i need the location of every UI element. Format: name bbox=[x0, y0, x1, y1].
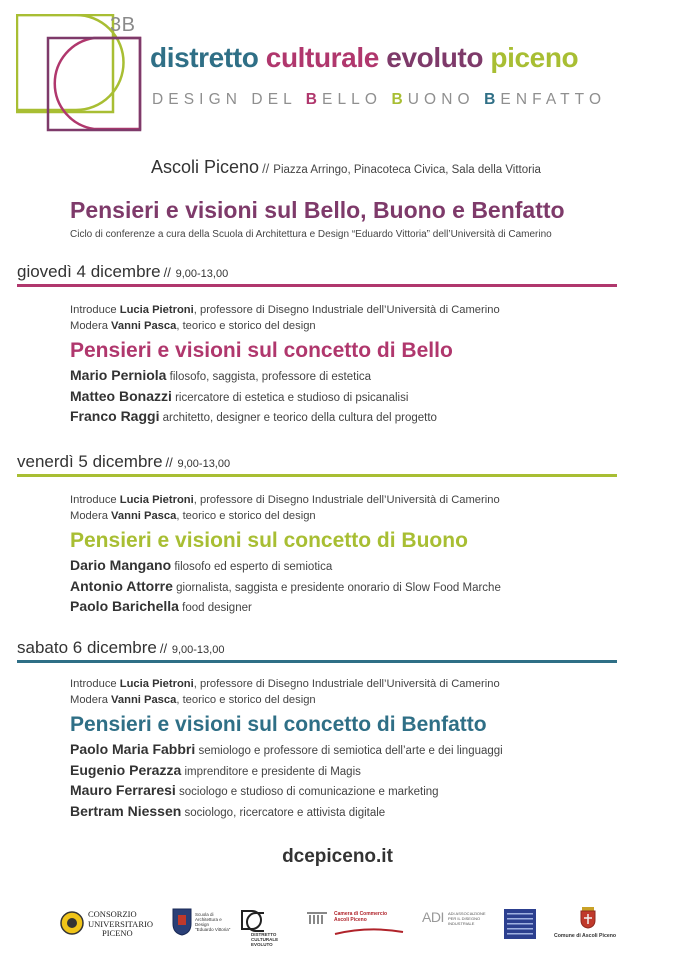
speaker-list bbox=[70, 740, 617, 822]
session-title: Pensieri e visioni sul concetto di Benfatto bbox=[70, 713, 487, 736]
intro-name: Lucia Pietroni bbox=[119, 678, 194, 690]
intro-text: Introduce bbox=[70, 494, 120, 506]
consorzio-line: PICENO bbox=[102, 928, 133, 938]
speaker-role: giornalista, saggista e presidente onorario di Slow Food Marche bbox=[172, 581, 501, 594]
moderator-text: , teorico e storico del design bbox=[176, 694, 316, 706]
consorzio-line: CONSORZIO bbox=[88, 909, 137, 919]
logo-camera-commercio bbox=[334, 911, 404, 937]
moderator-text: , teorico e storico del design bbox=[176, 510, 316, 522]
brand-title-part: culturale bbox=[265, 42, 387, 73]
brand-title-part: distretto bbox=[150, 42, 266, 73]
moderator-text: Modera bbox=[70, 510, 112, 522]
dce-line: EVOLUTO bbox=[251, 942, 273, 947]
intro-text: , professore di Disegno Industriale dell’Università di Camerino bbox=[193, 678, 500, 690]
speaker-role: filosofo, saggista, professore di estetica bbox=[166, 371, 372, 383]
intro-text: , professore di Disegno Industriale dell’Università di Camerino bbox=[193, 494, 500, 506]
speaker-name: Dario Mangano bbox=[70, 557, 172, 573]
brand-monogram: 3B bbox=[110, 14, 136, 36]
day-time: 9,00-13,00 bbox=[175, 268, 229, 280]
subtitle-initial: B bbox=[305, 91, 323, 108]
coat-of-arms-icon bbox=[580, 907, 596, 929]
speaker-role: sociologo, ricercatore e attivista digitale bbox=[181, 806, 386, 819]
brand-title-part: evoluto bbox=[386, 42, 491, 73]
day-time: 9,00-13,00 bbox=[171, 644, 225, 656]
emblem-icon bbox=[504, 909, 536, 939]
speaker-name: Franco Raggi bbox=[70, 408, 160, 425]
seal-icon bbox=[60, 911, 84, 935]
speaker-role: semiologo e professore di semiotica dell’arte e dei linguaggi bbox=[195, 745, 503, 757]
moderator-name: Vanni Pasca bbox=[111, 510, 177, 522]
moderator-text: Modera bbox=[70, 320, 112, 332]
day-time: 9,00-13,00 bbox=[177, 458, 231, 470]
subtitle-initial: B bbox=[484, 91, 501, 108]
intro-text: Introduce bbox=[70, 678, 120, 690]
moderator-line bbox=[70, 508, 617, 524]
moderator-line bbox=[70, 692, 617, 708]
website-link[interactable]: dcepiceno.it bbox=[282, 846, 393, 867]
venue-separator: // bbox=[262, 161, 270, 176]
speaker-role: food designer bbox=[178, 602, 252, 615]
speaker-name: Paolo Barichella bbox=[70, 598, 179, 615]
session-title: Pensieri e visioni sul concetto di Buono bbox=[70, 529, 468, 552]
sponsor-logos bbox=[0, 905, 675, 950]
comune-label: Comune di Ascoli Piceno bbox=[554, 933, 617, 939]
moderator-text: Modera bbox=[70, 694, 112, 706]
intro-line bbox=[70, 676, 617, 692]
intro-text: Introduce bbox=[70, 304, 120, 316]
logo-consorzio bbox=[60, 909, 160, 941]
day-section bbox=[17, 452, 617, 618]
intro-line bbox=[70, 492, 617, 508]
adi-line: PER IL DISEGNO bbox=[448, 916, 481, 921]
day-section bbox=[17, 262, 617, 428]
speaker-name: Matteo Bonazzi bbox=[70, 387, 172, 404]
speaker-name: Eugenio Perazza bbox=[70, 761, 182, 778]
speaker bbox=[70, 366, 617, 387]
speaker-name: Paolo Maria Fabbri bbox=[70, 741, 196, 757]
logo-adi bbox=[422, 909, 492, 939]
camerino-line: Design bbox=[195, 922, 210, 927]
camerino-line: "Eduardo Vittoria" bbox=[195, 927, 231, 932]
shield-icon bbox=[172, 908, 192, 936]
day-header bbox=[17, 452, 617, 474]
subtitle-text: DESIGN DEL bbox=[152, 91, 306, 108]
speaker bbox=[70, 577, 617, 598]
camera-line: Ascoli Piceno bbox=[334, 917, 367, 923]
moderator-name: Vanni Pasca bbox=[111, 320, 177, 332]
day-section bbox=[17, 638, 617, 822]
day-separator: // bbox=[159, 641, 168, 656]
day-divider bbox=[17, 284, 617, 287]
logo-blue-block bbox=[504, 909, 536, 939]
main-title: Pensieri e visioni sul Bello, Buono e Benfatto bbox=[70, 197, 565, 223]
brand-subtitle bbox=[152, 91, 606, 109]
adi-mark: ADI bbox=[422, 909, 444, 925]
speaker-list bbox=[70, 556, 617, 618]
brand-title-part: piceno bbox=[490, 42, 579, 73]
camerino-line: Scuola di bbox=[195, 912, 214, 917]
speaker-name: Mario Perniola bbox=[70, 367, 167, 383]
dce-line: DISTRETTO bbox=[251, 932, 277, 937]
day-separator: // bbox=[165, 455, 173, 470]
subtitle-initial: B bbox=[391, 91, 408, 108]
day-header bbox=[17, 638, 617, 660]
logo-columns bbox=[306, 911, 328, 925]
columns-icon bbox=[306, 911, 328, 925]
moderator-text: , teorico e storico del design bbox=[176, 320, 316, 332]
intro-text: , professore di Disegno Industriale dell’Università di Camerino bbox=[193, 304, 500, 316]
logo-comune bbox=[554, 907, 620, 943]
intro-line bbox=[70, 302, 617, 318]
logo-dce bbox=[241, 908, 291, 946]
intro-name: Lucia Pietroni bbox=[119, 494, 194, 506]
brand-title bbox=[150, 42, 578, 74]
intro-name: Lucia Pietroni bbox=[119, 304, 194, 316]
subtitle-text: ELLO bbox=[322, 91, 392, 108]
speaker-list bbox=[70, 366, 617, 428]
consorzio-line: UNIVERSITARIO bbox=[88, 918, 153, 929]
dce-mark-icon bbox=[241, 910, 265, 932]
speaker-name: Bertram Niessen bbox=[70, 802, 182, 819]
day-divider bbox=[17, 660, 617, 663]
day-date: giovedì 4 dicembre bbox=[17, 262, 161, 281]
speaker bbox=[70, 761, 617, 782]
day-date: sabato 6 dicembre bbox=[17, 638, 157, 657]
venue-city: Ascoli Piceno bbox=[151, 157, 260, 177]
speaker bbox=[70, 407, 617, 428]
speaker bbox=[70, 802, 617, 823]
swoosh-icon bbox=[334, 926, 404, 936]
speaker bbox=[70, 387, 617, 408]
session-title: Pensieri e visioni sul concetto di Bello bbox=[70, 339, 453, 362]
logo-camerino bbox=[172, 908, 232, 944]
day-divider bbox=[17, 474, 617, 477]
speaker bbox=[70, 556, 617, 577]
day-header bbox=[17, 262, 617, 284]
main-subtitle: Ciclo di conferenze a cura della Scuola di Architettura e Design “Eduardo Vittoria” dell’Università di Camerino bbox=[70, 229, 552, 240]
moderator-line bbox=[70, 318, 617, 334]
moderator-name: Vanni Pasca bbox=[111, 694, 177, 706]
speaker-role: filosofo ed esperto di semiotica bbox=[171, 561, 333, 573]
speaker-role: sociologo e studioso di comunicazione e marketing bbox=[175, 786, 439, 799]
speaker-name: Antonio Attorre bbox=[70, 577, 173, 594]
speaker bbox=[70, 781, 617, 802]
day-date: venerdì 5 dicembre bbox=[17, 452, 163, 471]
camerino-line: Architettura e bbox=[195, 917, 222, 922]
venue bbox=[151, 157, 541, 178]
adi-line: ADI ASSOCIAZIONE bbox=[448, 911, 486, 916]
speaker-name: Mauro Ferraresi bbox=[70, 782, 176, 799]
adi-line: INDUSTRIALE bbox=[448, 921, 475, 926]
subtitle-text: UONO bbox=[407, 91, 485, 108]
venue-place: Piazza Arringo, Pinacoteca Civica, Sala della Vittoria bbox=[273, 164, 541, 176]
speaker bbox=[70, 740, 617, 761]
day-separator: // bbox=[163, 265, 171, 280]
speaker-role: ricercatore di estetica e studioso di psicanalisi bbox=[171, 391, 409, 404]
dce-line: CULTURALE bbox=[251, 937, 279, 942]
speaker-role: architetto, designer e teorico della cultura del progetto bbox=[159, 412, 437, 425]
speaker bbox=[70, 597, 617, 618]
subtitle-text: ENFATTO bbox=[500, 91, 607, 108]
camera-line: Camera di Commercio bbox=[334, 911, 388, 917]
speaker-role: imprenditore e presidente di Magis bbox=[181, 765, 361, 778]
